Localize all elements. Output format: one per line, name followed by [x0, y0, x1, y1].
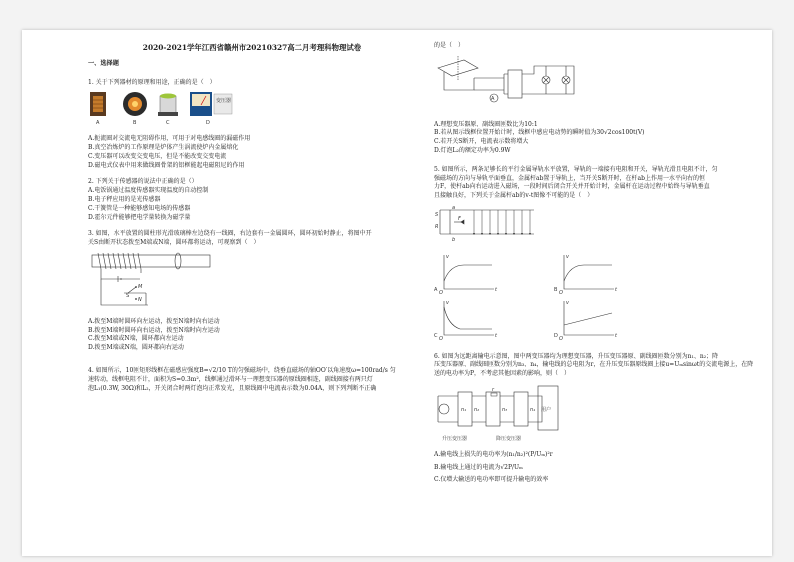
question-stem-line-1: 6. 如图为远距离输电示意图，图中两变压器均为理想变压器，升压变压器原、副线圈匝数分别为n₁、n₂；降	[434, 352, 719, 360]
graph-b-label: B	[554, 286, 558, 293]
graph-a-label: A	[434, 286, 438, 293]
question-6	[434, 353, 754, 486]
section-heading: 一、选择题	[88, 59, 119, 67]
option-a: A.电饭锅通过温度传感器实现温度的自动控制	[88, 187, 209, 195]
option-b: B.真空冶炼炉的工作原理是炉体产生涡流使炉内金属熔化	[88, 143, 239, 151]
q1-label-a: A	[96, 120, 100, 127]
q5-label-r: R	[435, 223, 439, 230]
q6-transmission-diagram	[434, 382, 564, 444]
q1-label-c: C	[166, 120, 170, 127]
question-stem-line-4: 且接触良好，下列关于金属杆ab的v-t图像不可能的是（ ）	[434, 192, 594, 200]
graph-a-origin: O	[439, 289, 443, 296]
option-c: C.仅增大输送的电功率即可提升输电的效率	[434, 476, 549, 484]
q5-rail-diagram	[434, 204, 544, 244]
option-c: C.变压器可以改变交变电压，但是不能改变交变电流	[88, 152, 227, 160]
question-stem-line-1: 4. 如图所示，10匝矩形线框在磁感应强度B=√2/10 T的匀强磁场中，绕垂直磁场的轴OO′以角速度ω=100rad/s 匀	[88, 366, 396, 374]
graph-c-t: t	[495, 332, 497, 339]
option-a: A.输电线上损失的电功率为(n₁/n₂)²(P/Uₘ)²r	[434, 450, 553, 458]
q6-label-n4: n₄	[530, 406, 536, 413]
graph-d-origin: O	[559, 335, 563, 341]
question-2	[88, 178, 416, 222]
graph-b-v: v	[566, 253, 569, 260]
graph-c-label: C	[434, 332, 438, 339]
q6-figure	[434, 382, 754, 448]
q4-stem-continued: 的是（ ）	[434, 42, 465, 49]
question-stem: 2. 下列关于传感器的说法中正确的是（）	[88, 178, 198, 186]
q3-label-m: M	[138, 283, 143, 290]
option-c: C.干簧管是一种能够感知电场的传感器	[88, 204, 191, 212]
option-c: C.若开关S断开，电流表示数将增大	[434, 138, 529, 146]
q5-vt-graphs	[434, 251, 664, 341]
question-stem: 1. 关于下列器材的原理和用途，正确的是（ ）	[88, 78, 216, 86]
q5-label-b: b	[452, 236, 456, 243]
question-stem-line-3: 送的电功率为P，不考虑其他因素的影响，则（ ）	[434, 370, 571, 378]
q4-generator-transformer-diagram	[434, 54, 584, 114]
q5-graphs	[434, 251, 754, 345]
exam-page	[22, 30, 772, 556]
q1-figure	[88, 90, 416, 132]
q5-label-f: F	[458, 215, 461, 222]
q6-label-user: 用户	[541, 406, 552, 413]
question-4	[88, 367, 416, 393]
svg-text:变压器: 变压器	[216, 98, 232, 105]
q4-figure	[434, 54, 754, 118]
graph-c-v: v	[446, 299, 449, 306]
graph-a-v: v	[446, 253, 449, 260]
graph-d-label: D	[554, 332, 558, 339]
q3-figure	[88, 251, 416, 315]
graph-d-t: t	[615, 332, 617, 339]
q5-label-s: S	[435, 211, 439, 218]
question-stem-line-3: 力F，使杆ab向右运动进入磁场，一段时间后闭合开关并开始计时，金属杆在运动过程中始终与导轨垂直	[434, 183, 710, 191]
q3-label-n: N	[138, 296, 142, 303]
question-stem-line-2: 强磁场的方向与导轨平面垂直，金属杆ab置于导轨上，当开关S断开时，在杆ab上作用一水平向右的恒	[434, 174, 705, 182]
option-b: B.若从图示线框位置开始计时，线框中感应电动势的瞬时值为30√2cos100t(V)	[434, 129, 645, 137]
question-stem-line-2: 关S由断开状态拨至M端或N端，圆环都将运动，可观察到（ ）	[88, 239, 260, 247]
q6-label-n1: n₁	[461, 406, 467, 413]
option-d: D.拨至M端或N端，圆环都向右运动	[88, 344, 184, 352]
question-5	[434, 166, 754, 345]
question-stem-line-1: 5. 如图所示，两条足够长的平行金属导轨水平放置，导轨的一端接有电阻和开关，导轨光滑且电阻不计，匀	[434, 165, 718, 173]
q1-label-d: D	[206, 120, 210, 127]
q3-coil-diagram	[88, 251, 218, 311]
option-d: D.磁电式仪表中用来做线圈骨架的铝框能起电磁阻尼的作用	[88, 161, 245, 169]
q1-apparatus-images	[88, 90, 258, 128]
option-b: B.电子秤应用的是光传感器	[88, 195, 161, 203]
question-3	[88, 230, 416, 353]
q1-label-b: B	[133, 120, 137, 127]
question-1	[88, 79, 416, 171]
svg-text:A: A	[491, 95, 495, 102]
graph-d-v: v	[566, 299, 569, 306]
left-column	[88, 30, 416, 393]
graph-a-t: t	[495, 286, 497, 293]
q6-label-n3: n₃	[502, 406, 508, 413]
option-c: C.拨至M端或N端，圆环都向左运动	[88, 335, 184, 343]
option-a: A.拨至M端时圆环向左运动，拨至N端时向右运动	[88, 317, 220, 325]
option-d: D.霍尔元件能够把电学量转换为磁学量	[88, 213, 191, 221]
q3-label-s: S	[126, 292, 130, 299]
right-column	[434, 42, 754, 485]
option-d: D.灯泡L₂的额定功率为0.9W	[434, 146, 511, 154]
question-stem-line-3: 泡L₁(0.3W, 30Ω)和L₂，开关闭合时两灯泡均正常发光，且原线圈中电流表示数为0.04A，则下列判断不正确	[88, 384, 377, 392]
question-stem-line-1: 3. 如图，水平放置的圆柱形光滑玻璃棒左边绕有一线圈，右边套有一金属圆环，圆环初始时静止，将图中开	[88, 230, 372, 238]
q6-caption-step-up: 升压变压器	[442, 435, 468, 442]
q6-label-n2: n₂	[474, 406, 480, 413]
option-b: B.拨至M端时圆环向右运动，拨至N端时向左运动	[88, 326, 220, 334]
q6-label-r: r	[492, 386, 495, 393]
q6-caption-step-down: 降压变压器	[496, 435, 522, 442]
question-stem-line-2: 压变压器原、副线圈匝数分别为n₃、n₄，输电线的总电阻为r，在升压变压器原线圈上接u=Uₘsinωt的交流电源上，在降	[434, 361, 754, 369]
graph-c-origin: O	[439, 335, 443, 341]
option-b: B.输电线上通过的电流为√2P/Uₘ	[434, 463, 523, 471]
paper-title: 2020-2021学年江西省赣州市20210327高二月考理科物理试卷	[142, 43, 362, 52]
option-a: A.扼流圈对交流电无阻碍作用，可用于对电感线圈的漏磁作用	[88, 135, 251, 143]
q5-label-a: a	[452, 204, 456, 211]
graph-b-t: t	[615, 286, 617, 293]
graph-b-origin: O	[559, 289, 563, 296]
q5-figure	[434, 204, 754, 248]
question-stem-line-2: 速转动，线框电阻不计，面积为S=0.3m²，线框通过滑环与一理想变压器的原线圈相连，副线圈接有两只灯	[88, 375, 373, 383]
option-a: A.理想变压器原、副线圈匝数比为10:1	[434, 120, 538, 128]
